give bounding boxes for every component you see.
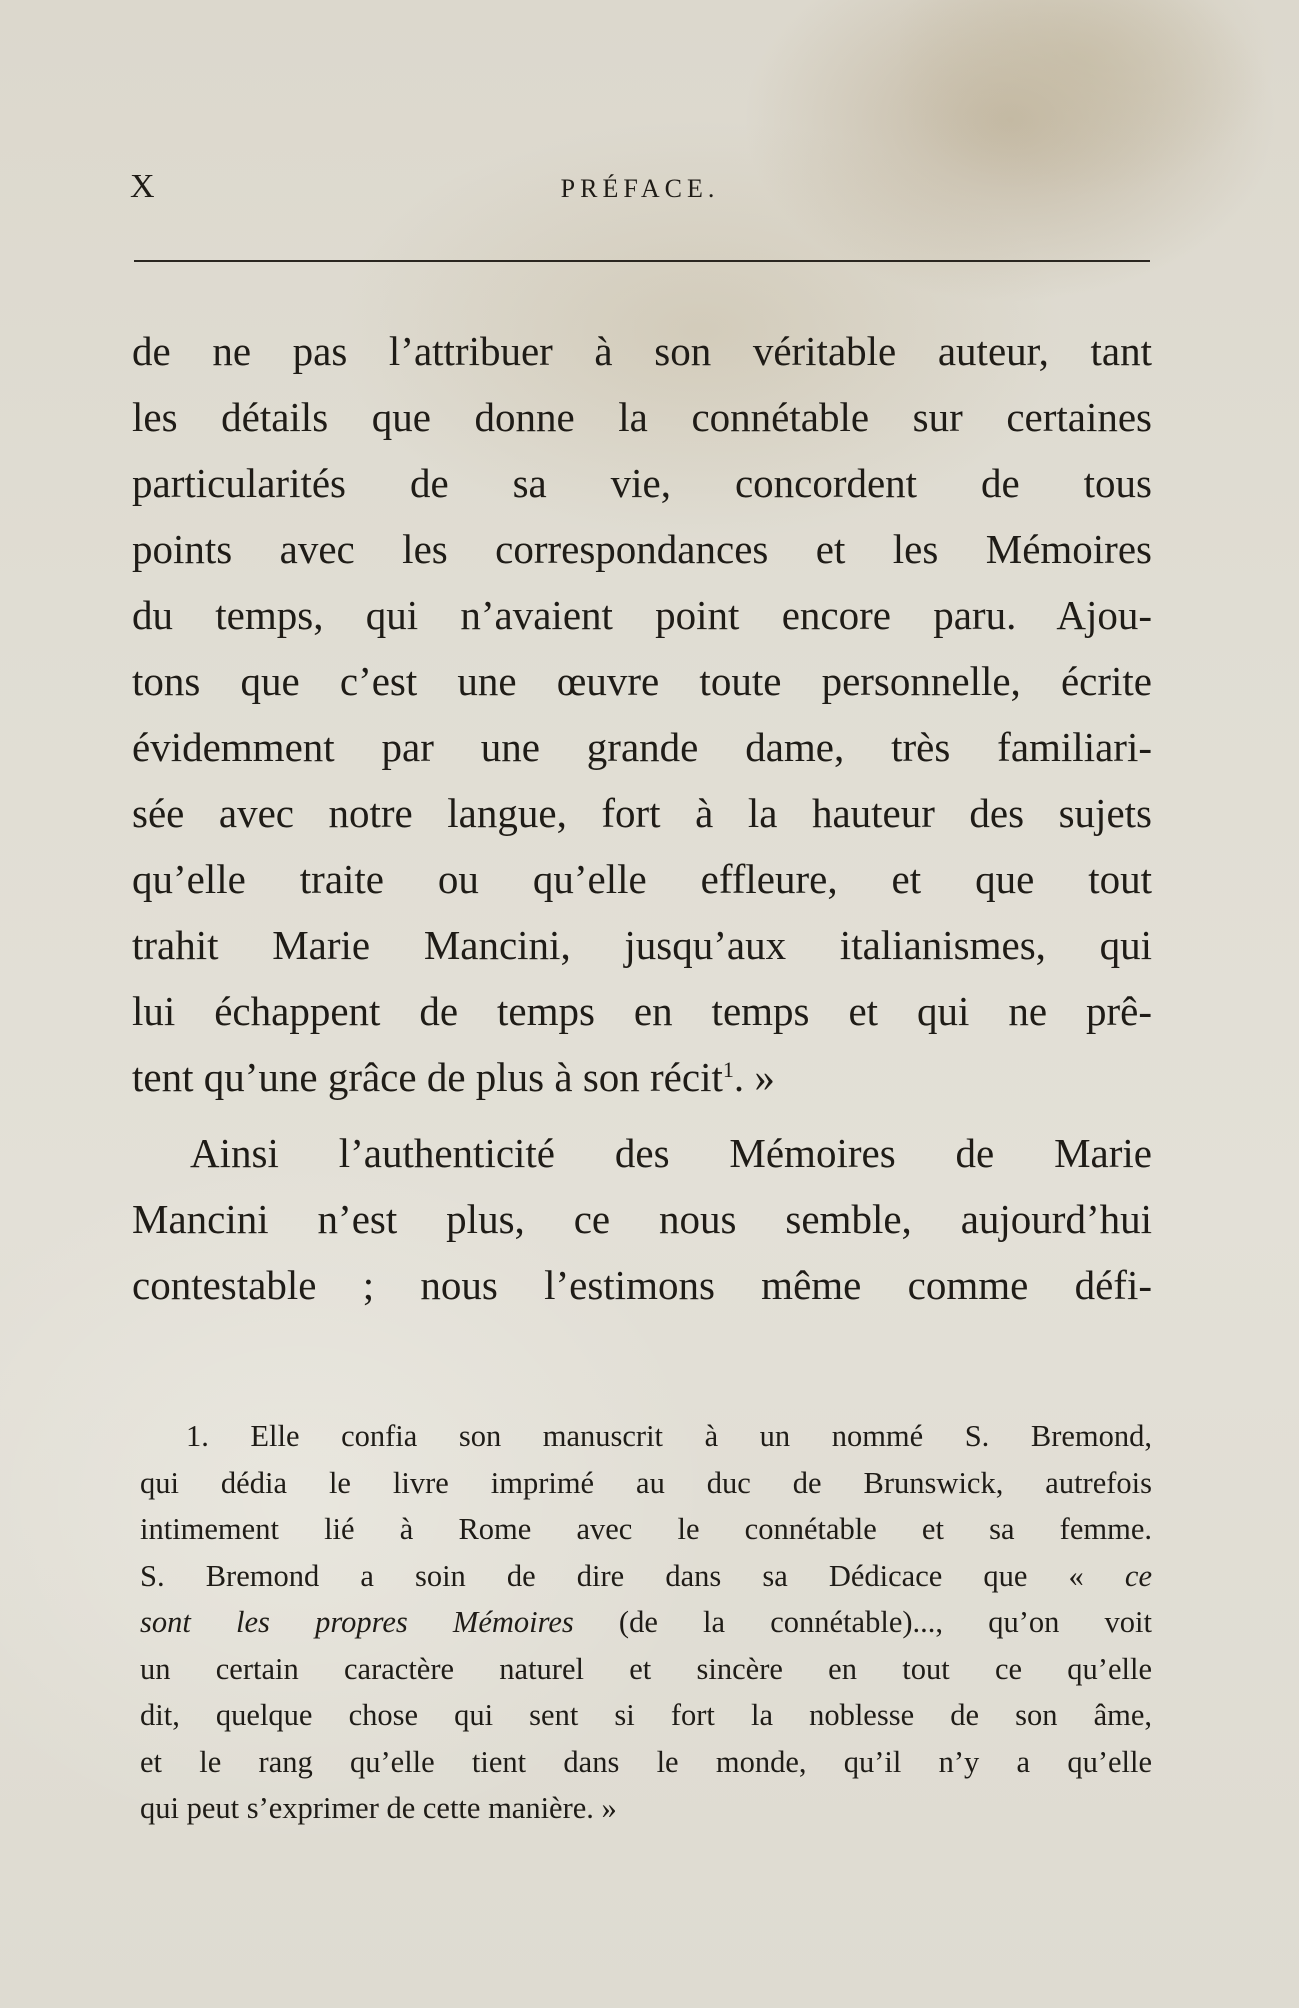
footnote-line — [140, 1553, 1152, 1600]
footnote-line: 1. Elle confia son manuscrit à un nommé S. Bremond, — [186, 1419, 1152, 1453]
text-line: points avec les correspondances et les Mémoires — [132, 526, 1152, 572]
text-line: de ne pas l’attribuer à son véritable auteur, tant — [132, 328, 1152, 374]
text-line: sée avec notre langue, fort à la hauteur des sujets — [132, 790, 1152, 836]
text-fragment: (de la connétable)..., qu’on voit — [573, 1605, 1152, 1639]
running-head: PRÉFACE. — [560, 174, 720, 203]
footnote-line: qui dédia le livre imprimé au duc de Brunswick, autrefois — [140, 1465, 1152, 1500]
footnote-line: et le rang qu’elle tient dans le monde, qu’il n’y a qu’elle — [140, 1744, 1152, 1779]
main-text — [132, 318, 1152, 1318]
text-line: tons que c’est une œuvre toute personnelle, écrite — [132, 658, 1152, 704]
italic-fragment: sont les propres Mémoires — [140, 1605, 574, 1639]
text-fragment: . » — [733, 1054, 775, 1100]
italic-fragment: ce — [1124, 1558, 1152, 1593]
header-rule — [134, 260, 1150, 262]
footnote-line: qui peut s’exprimer de cette manière. » — [140, 1791, 617, 1825]
text-line: évidemment par une grande dame, très familiari- — [132, 724, 1152, 770]
text-line: Mancini n’est plus, ce nous semble, aujourd’hui — [132, 1196, 1152, 1242]
paragraph-2 — [132, 1120, 1152, 1318]
water-stain — [900, 0, 1299, 260]
text-fragment: tent qu’une grâce de plus à son récit — [132, 1054, 723, 1100]
text-fragment: S. Bremond a soin de dire dans sa Dédicace que « — [140, 1558, 1125, 1593]
footnote-line — [140, 1599, 1152, 1646]
footnote-line: dit, quelque chose qui sent si fort la noblesse de son âme, — [140, 1698, 1152, 1732]
footnote-line: un certain caractère naturel et sincère en tout ce qu’elle — [140, 1651, 1152, 1686]
paragraph-1 — [132, 318, 1152, 1110]
text-line: particularités de sa vie, concordent de tous — [132, 460, 1152, 506]
page-header — [130, 168, 1150, 218]
text-line: du temps, qui n’avaient point encore paru. Ajou- — [132, 592, 1152, 638]
footnote-line: intimement lié à Rome avec le connétable et sa femme. — [140, 1512, 1152, 1546]
footnote — [140, 1413, 1152, 1832]
text-line: qu’elle traite ou qu’elle effleure, et que tout — [132, 856, 1152, 902]
text-line: lui échappent de temps en temps et qui ne prê- — [132, 988, 1152, 1034]
footnote-reference: 1 — [722, 1057, 734, 1082]
text-line: trahit Marie Mancini, jusqu’aux italianismes, qui — [132, 922, 1152, 968]
text-line: contestable ; nous l’estimons même comme défi- — [132, 1262, 1152, 1308]
text-line-last — [132, 1044, 1152, 1110]
text-line: les détails que donne la connétable sur certaines — [132, 394, 1152, 440]
page-number: X — [130, 168, 157, 205]
text-line: Ainsi l’authenticité des Mémoires de Marie — [190, 1130, 1152, 1176]
